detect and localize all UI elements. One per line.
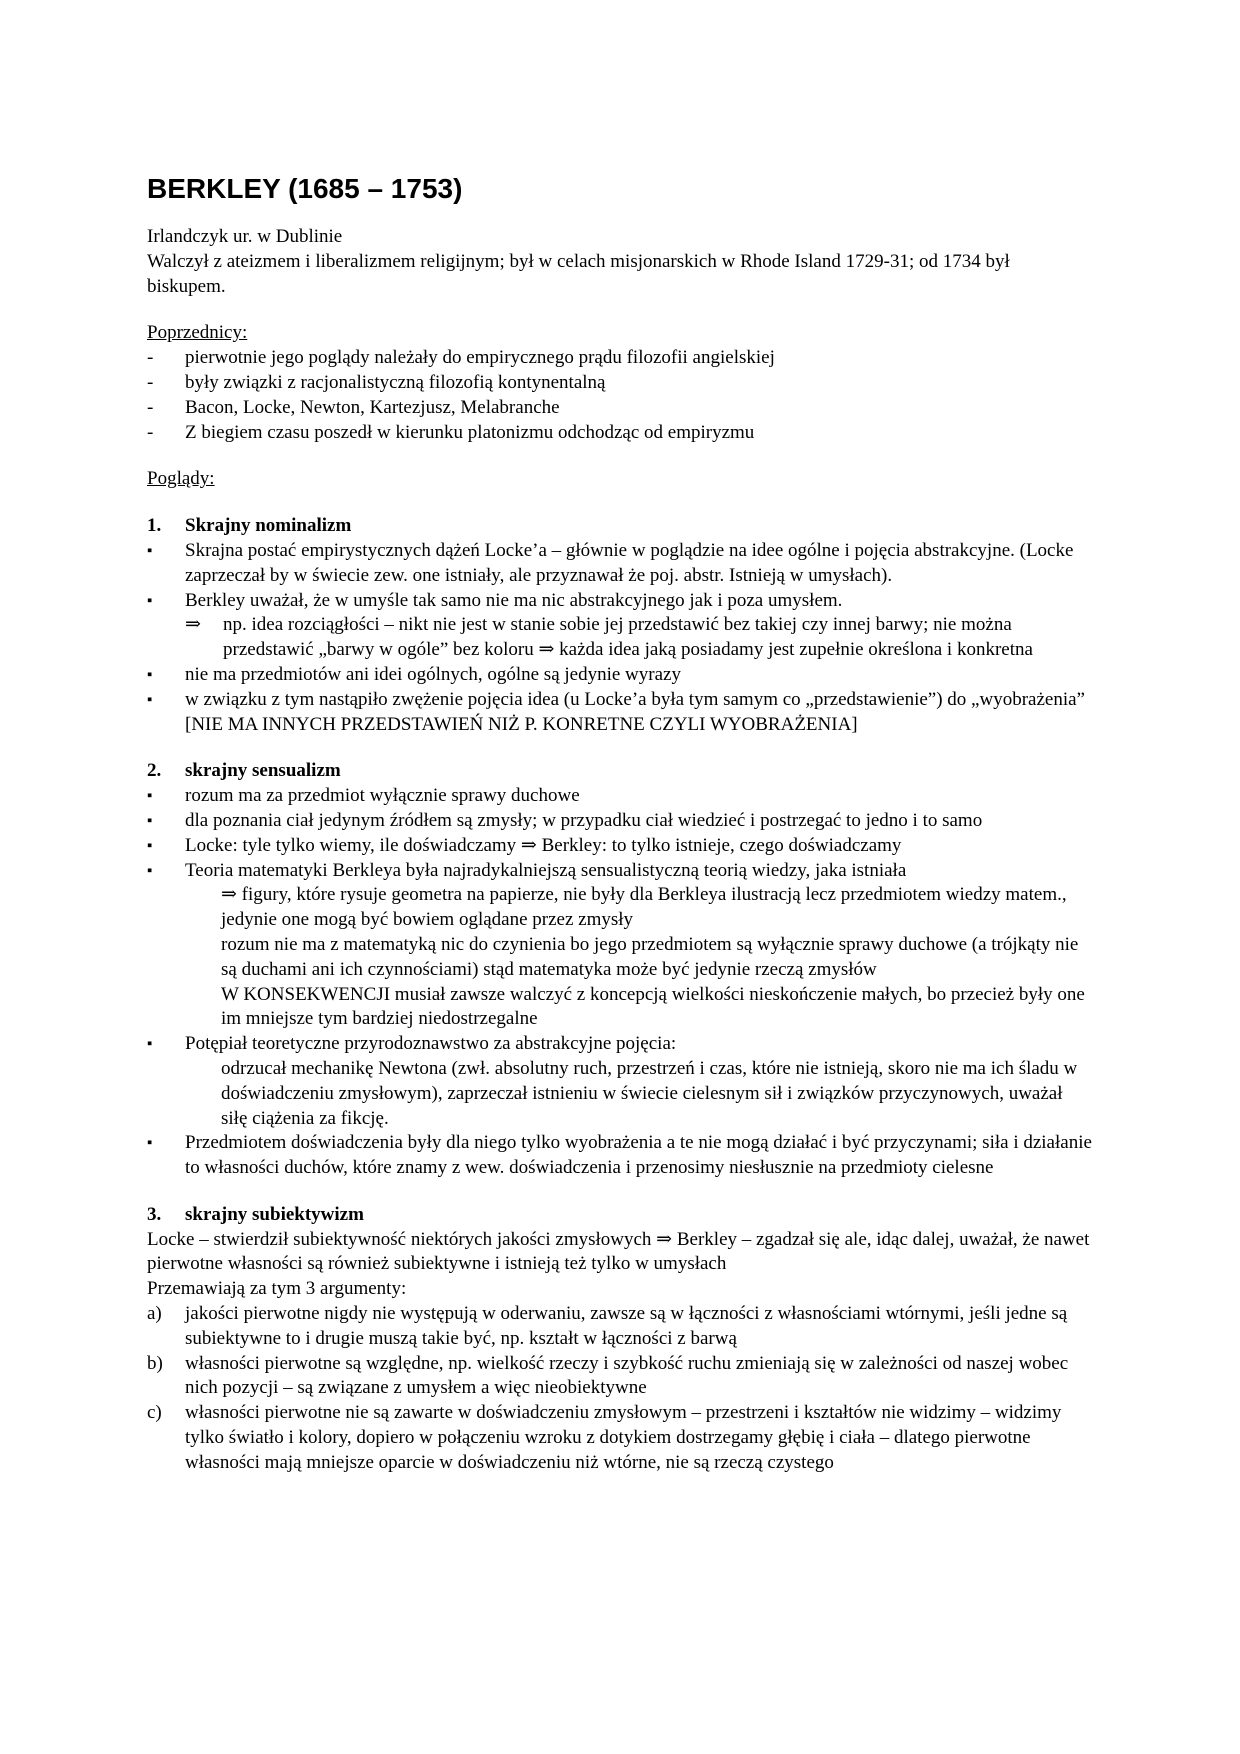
list-item bbox=[147, 346, 1092, 371]
indented-paragraph: odrzucał mechanikę Newtona (zwł. absolutny ruch, przestrzeń i czas, które nie istnieją, skoro nie ma ich śladu w doświadczeniu zmysłowym), zaprzeczał istnieniu w świecie cielesnym sił i związków przyczynowych, uważał siłę ciążenia za fikcję. bbox=[221, 1057, 1078, 1129]
dash-marker: - bbox=[147, 371, 154, 393]
list-item bbox=[147, 421, 1092, 446]
list-item-text: Potępiał teoretyczne przyrodoznawstwo za abstrakcyjne pojęcia: bbox=[185, 1033, 677, 1055]
section-title: skrajny subiektywizm bbox=[185, 1203, 364, 1225]
list-item-text: Skrajna postać empirystycznych dążeń Locke’a – głównie w poglądzie na idee ogólne i pojęcia abstrakcyjne. (Locke zaprzeczał by w świecie zew. one istniały, ale przyznawał że poj. abstr. Istnieją w umysłach). bbox=[185, 539, 1074, 586]
section-heading bbox=[147, 1203, 1092, 1228]
dash-marker: - bbox=[147, 347, 154, 369]
section-nominalism bbox=[147, 514, 1092, 737]
square-bullet-icon: ▪ bbox=[147, 862, 153, 879]
list-item-text: Bacon, Locke, Newton, Kartezjusz, Melabranche bbox=[185, 396, 560, 418]
page-title: BERKLEY (1685 – 1753) bbox=[147, 173, 463, 204]
list-item bbox=[147, 539, 1092, 589]
list-marker: c) bbox=[147, 1402, 162, 1424]
indented-paragraph: ⇒ figury, które rysuje geometra na papierze, nie były dla Berkleya ilustracją lecz przedmiotem wiedzy matem., jedynie one mogą być bowiem oglądane przez zmysły bbox=[221, 884, 1067, 931]
predecessors-heading: Poprzednicy: bbox=[147, 322, 248, 344]
list-item-text: w związku z tym nastąpiło zwężenie pojęcia idea (u Locke’a była tym samym co „przedstawienie”) do „wyobrażenia” [NIE MA INNYCH PRZEDSTAWIEŃ NIŻ P. KONRETNE CZYLI WYOBRAŻENIA] bbox=[185, 688, 1085, 735]
intro-line: Irlandczyk ur. w Dublinie bbox=[147, 226, 343, 247]
list-item-text: Z biegiem czasu poszedł w kierunku platonizmu odchodząc od empiryzmu bbox=[185, 421, 755, 443]
list-item bbox=[147, 688, 1092, 738]
list-marker: b) bbox=[147, 1352, 163, 1374]
square-bullet-icon: ▪ bbox=[147, 812, 153, 829]
list-item bbox=[147, 1302, 1092, 1352]
square-bullet-icon: ▪ bbox=[147, 592, 153, 609]
square-bullet-icon: ▪ bbox=[147, 1036, 153, 1053]
list-item bbox=[147, 1032, 1092, 1057]
indented-paragraph: rozum nie ma z matematyką nic do czynienia bo jego przedmiotem są wyłącznie sprawy duchowe (a trójkąty nie są duchami ani ich czynnościami) stąd matematyka może być jedynie rzeczą zmysłów bbox=[221, 933, 1079, 980]
list-item-text: nie ma przedmiotów ani idei ogólnych, ogólne są jedynie wyrazy bbox=[185, 663, 681, 685]
square-bullet-icon: ▪ bbox=[147, 691, 153, 708]
paragraph: Przemawiają za tym 3 argumenty: bbox=[147, 1278, 407, 1300]
section-title: Skrajny nominalizm bbox=[185, 515, 352, 537]
section-number: 3. bbox=[147, 1203, 162, 1225]
list-item-text: Przedmiotem doświadczenia były dla niego tylko wyobrażenia a te nie mogą działać i być przyczynami; siła i działanie to własności duchów, które znamy z wew. doświadczenia i przenosimy niesłusznie na przedmioty cielesne bbox=[185, 1132, 1092, 1179]
section-heading bbox=[147, 514, 1092, 539]
list-item-text: Teoria matematyki Berkleya była najradykalniejszą sensualistyczną teorią wiedzy, jaka istniała bbox=[185, 859, 907, 881]
square-bullet-icon: ▪ bbox=[147, 666, 153, 683]
list-item bbox=[147, 1401, 1092, 1475]
list-item-text: Locke: tyle tylko wiemy, ile doświadczamy ⇒ Berkley: to tylko istnieje, czego doświadczamy bbox=[185, 834, 902, 856]
section-number: 1. bbox=[147, 515, 162, 537]
list-item bbox=[147, 809, 1092, 834]
list-item-text: jakości pierwotne nigdy nie występują w oderwaniu, zawsze są w łączności z własnościami wtórnymi, jeśli jedne są subiektywne to i drugie muszą takie być, np. kształt w łączności z barwą bbox=[185, 1303, 1068, 1349]
section-title: skrajny sensualizm bbox=[185, 760, 341, 782]
list-item-text: dla poznania ciał jedynym źródłem są zmysły; w przypadku ciał wiedzieć i postrzegać to jedno i to samo bbox=[185, 809, 983, 831]
list-item-text: pierwotnie jego poglądy należały do empirycznego prądu filozofii angielskiej bbox=[185, 347, 775, 369]
list-item bbox=[147, 1352, 1092, 1402]
indented-paragraph: W KONSEKWENCJI musiał zawsze walczyć z koncepcją wielkości nieskończenie małych, bo przecież były one im mniejsze tym bardziej niedostrzegalne bbox=[221, 983, 1085, 1030]
list-item-text: własności pierwotne są względne, np. wielkość rzeczy i szybkość ruchu zmieniają się w zależności od naszej wobec nich pozycji – są związane z umysłem a więc nieobiektywne bbox=[185, 1352, 1069, 1399]
list-item bbox=[147, 784, 1092, 809]
list-item bbox=[147, 834, 1092, 859]
views-heading: Poglądy: bbox=[147, 468, 215, 490]
list-marker: a) bbox=[147, 1303, 162, 1325]
list-item bbox=[147, 1131, 1092, 1181]
list-item-text: rozum ma za przedmiot wyłącznie sprawy duchowe bbox=[185, 785, 580, 807]
sub-item bbox=[185, 613, 1092, 663]
list-item bbox=[147, 371, 1092, 396]
document-body bbox=[147, 172, 1092, 1476]
list-item-text: własności pierwotne nie są zawarte w doświadczeniu zmysłowym – przestrzeni i kształtów nie widzimy – widzimy tylko światło i kolory, dopiero w połączeniu wzroku z dotykiem dostrzegamy głębię i ciała – dlatego pierwotne własności mają mniejsze oparcie w doświadczeniu niż wtórne, nie są rzeczą czystego bbox=[185, 1402, 1062, 1473]
intro-paragraph: Walczył z ateizmem i liberalizmem religijnym; był w celach misjonarskich w Rhode Island 1729-31; od 1734 był biskupem. bbox=[147, 250, 1010, 297]
square-bullet-icon: ▪ bbox=[147, 837, 153, 854]
list-item bbox=[147, 396, 1092, 421]
section-sensualism bbox=[147, 759, 1092, 1181]
square-bullet-icon: ▪ bbox=[147, 788, 153, 805]
section-heading bbox=[147, 759, 1092, 784]
dash-marker: - bbox=[147, 396, 154, 418]
list-item bbox=[147, 589, 1092, 614]
sub-item-text: np. idea rozciągłości – nikt nie jest w stanie sobie jej przedstawić bez takiej czy innej barwy; nie można przedstawić „barwy w ogóle” bez koloru ⇒ każda idea jaką posiadamy jest zupełnie określona i konkretna bbox=[223, 614, 1033, 661]
section-number: 2. bbox=[147, 760, 162, 782]
list-item bbox=[147, 663, 1092, 688]
list-item bbox=[147, 859, 1092, 884]
square-bullet-icon: ▪ bbox=[147, 1135, 153, 1152]
list-item-text: były związki z racjonalistyczną filozofią kontynentalną bbox=[185, 371, 606, 393]
dash-marker: - bbox=[147, 421, 154, 443]
square-bullet-icon: ▪ bbox=[147, 542, 153, 559]
paragraph: Locke – stwierdził subiektywność niektórych jakości zmysłowych ⇒ Berkley – zgadzał się ale, idąc dalej, uważał, że nawet pierwotne własności są również subiektywne i istnieją też tylko w umysłach bbox=[147, 1228, 1090, 1275]
predecessors-list bbox=[147, 346, 1092, 445]
section-subjectivism bbox=[147, 1203, 1092, 1476]
arrow-icon: ⇒ bbox=[185, 614, 201, 636]
list-item-text: Berkley uważał, że w umyśle tak samo nie ma nic abstrakcyjnego jak i poza umysłem. bbox=[185, 589, 843, 611]
